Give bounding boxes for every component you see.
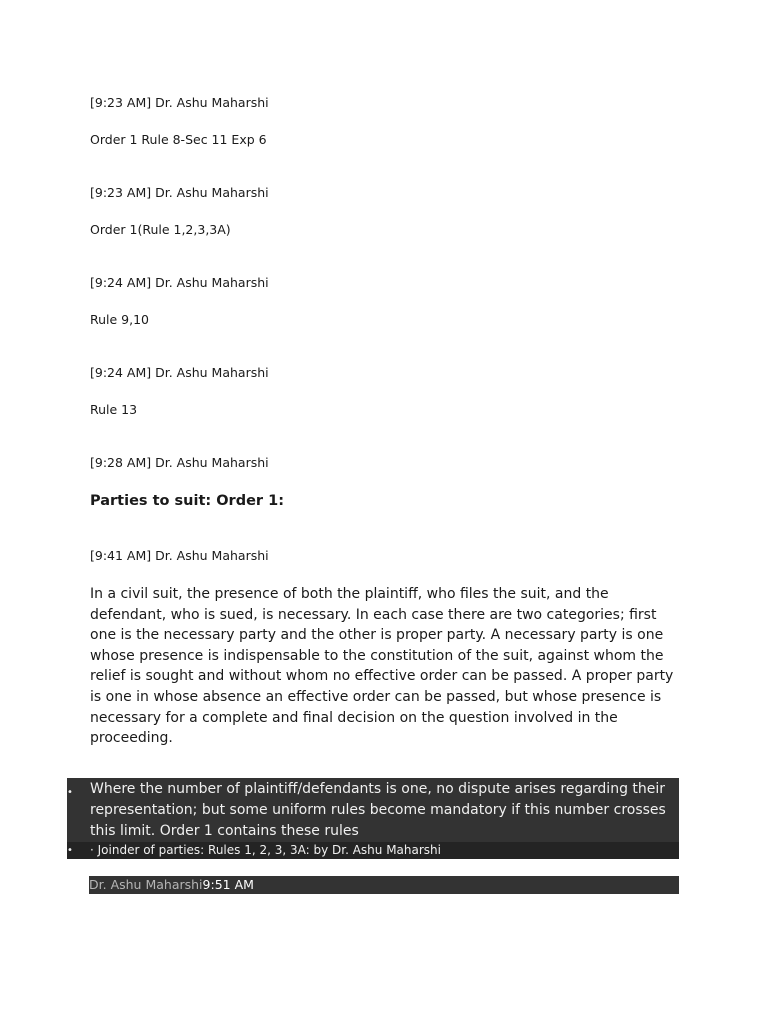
section-heading: Parties to suit: Order 1: bbox=[90, 493, 285, 509]
message-text: Order 1(Rule 1,2,3,3A) bbox=[90, 222, 231, 237]
bullet-icon: • bbox=[67, 845, 73, 857]
author-timestamp-bar bbox=[89, 876, 679, 894]
message-text: Rule 9,10 bbox=[90, 312, 150, 327]
bullet-text: · Joinder of parties: Rules 1, 2, 3, 3A: by Dr. Ashu Maharshi bbox=[90, 843, 441, 858]
bullet-item bbox=[67, 778, 679, 842]
message-meta: [9:24 AM] Dr. Ashu Maharshi bbox=[90, 365, 269, 380]
bullet-text: Where the number of plaintiff/defendants is one, no dispute arises regarding their representation; but some uniform rules become mandatory if this number crosses this limit. Order 1 contains these rules bbox=[90, 781, 666, 839]
bullet-item bbox=[67, 842, 679, 859]
message-meta: [9:23 AM] Dr. Ashu Maharshi bbox=[90, 95, 269, 110]
message-meta: [9:24 AM] Dr. Ashu Maharshi bbox=[90, 275, 269, 290]
message-text: Rule 13 bbox=[90, 402, 138, 417]
timestamp: 9:51 AM bbox=[202, 877, 254, 892]
bullet-icon: • bbox=[67, 787, 73, 798]
message-meta: [9:41 AM] Dr. Ashu Maharshi bbox=[90, 548, 269, 563]
message-text: Order 1 Rule 8-Sec 11 Exp 6 bbox=[90, 132, 267, 147]
author-name: Dr. Ashu Maharshi bbox=[89, 877, 203, 892]
highlighted-bullet-list bbox=[67, 778, 679, 859]
body-paragraph: In a civil suit, the presence of both the plaintiff, who files the suit, and the defendant, who is sued, is necessary. In each case there are two categories; first one is the necessary party and the other is proper party. A necessary party is one whose presence is indispensable to the constitution of the suit, against whom the relief is sought and without whom no effective order can be passed. A proper party is one in whose absence an effective order can be passed, but whose presence is necessary for a complete and final decision on the question involved in the proceeding. bbox=[90, 586, 674, 747]
message-meta: [9:28 AM] Dr. Ashu Maharshi bbox=[90, 455, 269, 470]
message-meta: [9:23 AM] Dr. Ashu Maharshi bbox=[90, 185, 269, 200]
